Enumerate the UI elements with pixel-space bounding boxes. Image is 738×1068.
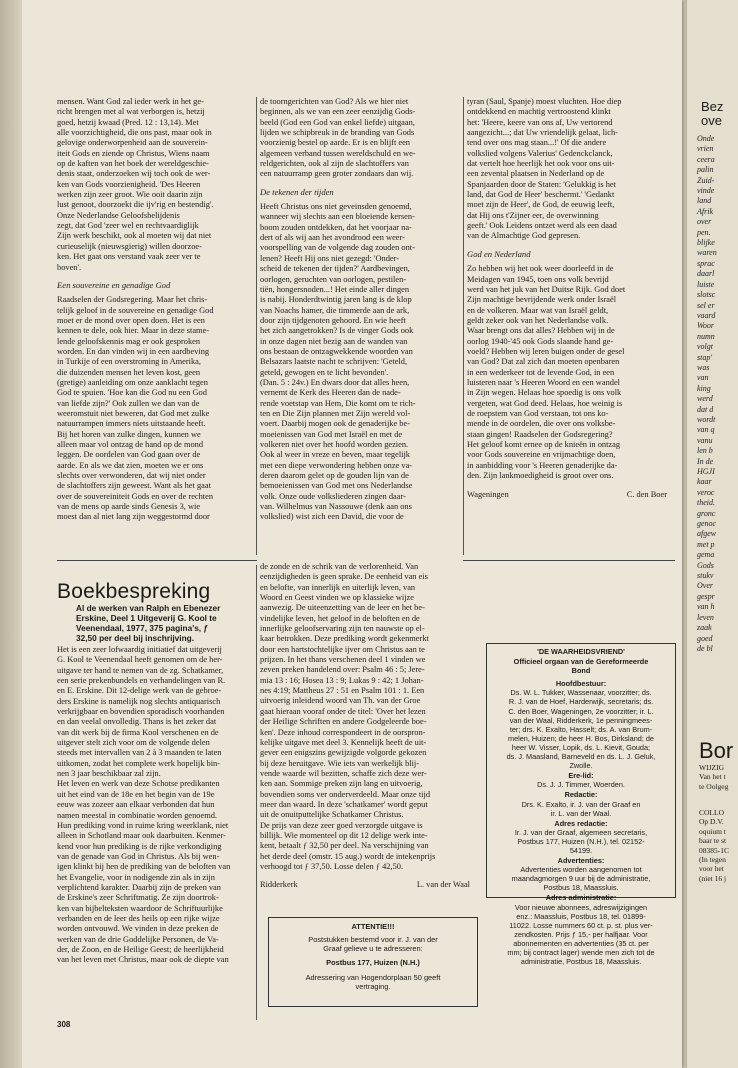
article-column-3 <box>467 97 667 557</box>
masthead-text: Voor nieuwe abonnees, adreswijzigingen enz.: Maassluis, Postbus 18, tel. 01899- 11022. Losse nummers 60 ct. p. st. plus ver- zendkosten. Prijs ƒ 15,- per halfjaar. Voor abonnementen en advertenties (35 ct. per mm; bij contract lager) wende men zich tot de administratie, Postbus 18, Maassluis. <box>507 902 655 967</box>
attention-box <box>268 917 478 1007</box>
section-subheading: Een souvereine en genadige God <box>57 279 171 290</box>
signature-author: C. den Boer <box>626 490 667 500</box>
article-paragraph: Heeft Christus ons niet geveinsden genoemd, wanneer wij slechts aan een bloeiende kersen- boom zouden ontdekken, dat het voorjaar na- dert of als wij aan het avondrood een weer- voorspelling van de volgende dag zouden ont- lenen? Heeft Hij ons niet gezegd: 'Onder- scheid de tekenen der tijden?' Aardbevingen, oorlogen, geruchten van oorlogen, pestilen- tiën, hongersnoden...! Het einde aller dingen is nabij. Honderdtwintig jaren lang is de klop van Noachs hamer, die timmerde aan de ark, door zijn tijdgenoten gehoord. En wie heeft het zich aangetrokken? Is de vinger Gods ook in onze dagen niet bezig aan de wanden van ons bestaan de ontzagwekkende woorden van Belsazars laatste nacht te schrijven: 'Geteld, geteld, gewogen en te licht bevonden'. (Dan. 5 : 24v.) En dwars door dat alles heen, vernemt de Kerk des Heeren dan de nade- rende voetstap van Hem, Die komt om te rich- ten en Die Zijn plannen met Zijn wereld vol- voert. Daarbij mogen ook de genaderijke be- moeienissen van God met Israël en met de volkeren niet over het hoofd worden gezien. Ook al weer in vreze en beven, maar tegelijk met een diepe verwondering hebben onze va- deren daarom gelet op de gouden lijn van de bemoeienissen van God met ons Nederlandse volk. Onze oude volksliederen zingen daar- van. Wilhelmus van Nassouwe (denk aan ons volkslied) wist zich een David, die voor de <box>260 202 416 522</box>
article-column-2 <box>260 97 460 555</box>
masthead-text: Advertenties worden aangenomen tot maandagmorgen 9 uur bij de administratie, Postbus 18, Maassluis. <box>511 865 651 893</box>
review-column-2 <box>260 562 470 902</box>
attention-title: ATTENTIE!!! <box>351 922 395 931</box>
adjacent-page-text: Onde vrien ceera palin Zuid- vinde land Afrik over pen. blijke waren sprac daarl luiste slotsc sel er vaard Woor numn volgt stap' was van king werd dat d wordt van q vanu len b In de HGJI kaar veroc theid. gronc genoc afgew met p gema Gods stukv Over gespr van h leven zaak goed de bl <box>697 134 717 653</box>
review-signature <box>260 880 470 890</box>
adjacent-page <box>686 0 738 1068</box>
signature-place: Ridderkerk <box>260 880 298 890</box>
section-subheading: De tekenen der tijden <box>260 186 334 197</box>
page-number: 308 <box>57 1020 71 1029</box>
masthead-heading: Adres administratie: <box>545 893 617 903</box>
masthead-heading: Advertenties: <box>557 856 605 866</box>
section-divider <box>463 560 675 561</box>
section-divider <box>57 560 257 561</box>
binding-spine <box>0 0 22 1068</box>
article-column-1 <box>57 97 253 555</box>
signature-place: Wageningen <box>467 490 509 500</box>
review-column-1 <box>57 645 253 1013</box>
adjacent-page-heading: Bez ove <box>701 99 724 128</box>
article-paragraph: mensen. Want God zal ieder werk in het ge- richt brengen met al wat verborgen is, hetzij goed, hetzij kwaad (Pred. 12 : 13,14). Met alle voorzichtigheid, die ons past, maar ook in gelovige onderworpenheid aan de souverein- iteit Gods en ziende op Christus, Wiens naam op de kaften van het boek der wereldgeschie- denis staat, onderzoeken wij toch ook de wer- ken van Gods voorzienigheid. 'Des Heeren werken zijn zeer groot. Wie ooit daarin zijn lust genoot, doorzoekt die ijv'rig en bestendig'. Onze Nederlandse Geloofsbelijdenis zegt, dat God 'zeer wel en rechtvaardiglijk Zijn werk beschikt, ook al moeten wij dat niet curieuselijk (nieuwsgierig) willen doorzoe- ken. Het gaat ons verstand vaak zeer ver te boven'. <box>57 97 214 272</box>
masthead-subtitle: Officieel orgaan van de Gereformeerde Bond <box>513 657 649 676</box>
masthead-heading: Redactie: <box>564 790 598 800</box>
review-title: Boekbespreking <box>57 580 211 603</box>
masthead-text: Ds. W. L. Tukker, Wassenaar, voorzitter; ds. R. J. van de Hoef, Harderwijk, secretaris; ds. C. den Boer, Wageningen, 2e voorzitter; ir. L. van der Waal, Ridderkerk, 1e penningmees- ter; drs. K. Exalto, Hasselt; ds. A. van Brum- melen, Huizen; de heer H. Bos, Dirksland; de heer W. Visser, Lopik, ds. L. Kievit, Gouda; ds. J. Maasland, Barneveld en ds. L. J. Geluk, Zwolle. <box>506 688 656 771</box>
article-signature <box>467 490 667 500</box>
adjacent-page-heading: Bor <box>699 738 734 763</box>
review-book-heading: Al de werken van Ralph en Ebenezer Erskine, Deel 1 Uitgeverij G. Kool te Veenendaal, 1977, 375 pagina's, ƒ 32,50 per deel bij inschrijving. <box>76 603 221 643</box>
adjacent-page-text: COLLO Op D.V. oquium t baar te st 08385-1C (In tegen voor het (niet 16 j <box>699 808 729 883</box>
masthead-text: Ir. J. van der Graaf, algemeen secretaris, Postbus 177, Huizen (N.H.), tel. 02152- 54199. <box>514 827 648 855</box>
article-paragraph: de toorngerichten van God? Als we hier niet beginnen, als we van een zeer eenzijdig Gods- beeld (God een God van enkel liefde) uitgaan, lijden we schipbreuk in de branding van Gods voorzienig bestel op aarde. Er is en blijft een algemeen verband tussen wereldschuld en we- reldgerichten, ook al zijn de slachtoffers van een natuurramp geen groter zondaars dan wij. <box>260 97 416 179</box>
masthead-heading: Hoofdbestuur: <box>555 679 607 689</box>
masthead-heading: Ere-lid: <box>568 771 594 781</box>
review-paragraph: Het is een zeer lofwaardig initiatief dat uitgeverij G. Kool te Veenendaal heeft genomen om de her- uitgave ter hand te nemen van de zg. Schatkamer, een serie prekenbundels en verhandelingen van R. en E. Erskine. Dit 12-delige werk van de gebroe- ders Erskine is namelijk nog slechts antiquarisch verkrijgbaar en bovendien sporadisch voorhanden en dan veelal onvolledig. Thans is het zeker dat van dit werk bij de firma Kool verschenen en de uitgever stelt zich voor om de volgende delen steeds met intervallen van 2 à 3 maanden te laten uitkomen, zodat het complete werk hopelijk bin- nen 3 jaar beschikbaar zal zijn. Het leven en werk van deze Schotse predikanten uit het eind van de 18e en het begin van de 19e eeuw was zozeer aan elkaar verbonden dat hun namen meestal in combinatie worden genoemd. Hun prediking vond in ruime kring weerklank, niet alleen in Schotland maar ook daarbuiten. Kenmer- kend voor hun prediking is de rijke verkondiging van de genade van God in Christus. Als bij wen- igen klinkt bij hen de prediking van de beloften van het Evangelie, voor in nodigende zin als in zijn verplichtend karakter. Daarbij zijn de preken van de Erskine's zeer Schriftmatig. Ze zijn doortrok- ken van bijbelteksten waardoor de Schriftuurlijke verbanden en de leer des heils op een rijke wijze worden ontvouwd. We vinden in deze preken de werken van de drie Goddelijke Personen, de Va- der, de Zoon, en de Heilige Geest; de heerlijkheid van het leven met Christus, maar ook de diepte van <box>57 645 231 965</box>
masthead-heading: Adres redactie: <box>554 818 608 828</box>
column-divider <box>463 97 464 555</box>
article-paragraph: tyran (Saul, Spanje) moest vluchten. Hoe diep ontdekkend en machtig vertroostend klinkt het: 'Heere, keere van ons af, Uw vertorend aangezicht...; dat Uw vriendelijk gelaat, lich- tend over ons mag staan...!' Of die andere volkslied volgens Valerius' Gedenckclanck, dat vertelt hoe heerlijk het ook voor ons uit- een zevental plaatsen in Nederland op de Spanjaarden door de Staten: 'Gelukkig is het land, dat God de Heer' beschermt.' 'Gedankt moet zijn de Heer', de God, de eeuwig leeft, dat Hij ons t'Zijner eer, de overwinning geeft.' Ook Leidens ontzet werd als een daad van de Almachtige God gepresen. <box>467 97 622 241</box>
attention-text: Poststukken bestemd voor ir. J. van der Graaf gelieve u te adresseren: <box>308 935 438 954</box>
article-paragraph: Zo hebben wij het ook weer doorleefd in de Meidagen van 1945, toen ons volk bevrijd werd van het juk van het Duitse Rijk. God doet Zijn machtige bevrijdende werk onder Israël en de volkeren. Maar wat van Israël geldt, geldt zeker ook van het Nederlandse volk. Waar brengt ons dat alles? Hebben wij in de oorlog 1940-'45 ook Gods slaande hand ge- voeld? Hebben wij leren buigen onder de gesel van God? Dat zal zich dan moeten openbaren in een wederkeer tot de levende God, in een luisteren naar 's Heeren Woord en een wandel in Zijn wegen. Helaas hoe spoedig is ons volk vergeten, wat God deed. Helaas, hoe weinig is de roepstem van God verstaan, tot ons ko- mende in de oordelen, die over ons volksbe- staan gingen! Raadselen der Godsregering? Het geloof komt ernee op de knieën in ontzag voor Gods souvereine en vrijmachtige doen, in aanbidding voor 's Heeren genaderijke da- den. Zijn lankmoedigheid is groot over ons. <box>467 264 626 481</box>
masthead-title: 'DE WAARHEIDSVRIEND' <box>537 647 625 656</box>
attention-text: Adressering van Hogendorplaan 50 geeft vertraging. <box>305 973 441 992</box>
column-divider <box>256 97 257 555</box>
masthead-text: Drs. K. Exalto, ir. J. van der Graaf en ir. L. van der Waal. <box>521 799 641 818</box>
column-divider <box>256 565 257 1020</box>
article-paragraph: Raadselen der Godsregering. Maar het chris- telijk geloof in de souvereine en genadige God moet er de mond over open doen. Het is een kennen te dele, ook hier. Maar in deze stame- lende geloofskennis mag er ook gesproken worden. En dan vinden wij in een aardbeving in Turkije of een overstroming in Amerika, die duizenden mensen het leven kost, geen (gretige) aanleiding om onze aanklacht tegen God te spuien. 'Hoe kan die God nu een God van liefde zijn?' Ook zullen we dan van de weeromstuit niet beweren, dat God met zulke natuurrampen immers niets uitstaande heeft. Bij het horen van zulke dingen, kunnen we alleen maar vol ontzag de hand op de mond leggen. De oordelen van God gaan over de aarde. En als we dat zien, moeten we er ons slechts over verwonderen, dat wij niet onder de slachtoffers zijn geweest. Want als het gaat over de souvereiniteit Gods en over de rechten van de mens op aarde sinds Genesis 3, wie moest dan al niet lang zijn weggestormd door <box>57 295 214 522</box>
attention-address: Postbus 177, Huizen (N.H.) <box>326 958 420 968</box>
adjacent-page-text: WIJZIG Van het t te Oolgeg <box>699 763 729 791</box>
section-subheading: God en Nederland <box>467 248 531 259</box>
signature-author: L. van der Waal <box>416 880 470 890</box>
masthead-box <box>486 643 676 967</box>
review-paragraph: de zonde en de schrik van de verlorenheid. Van eenzijdigheden is geen sprake. De eenheid van eis en belofte, van innerlijk en uiterlijk leven, van Woord en Geest vinden we op klassieke wijze aanwezig. De uiteenzetting van de leer en het be- vindelijke leven, het geloof in de beloften en de innerlijke geloofservaring zijn ten nauwste op el- kaar betrokken. Deze prediking wordt gekenmerkt door een hartstochtelijke ijver om Christus aan te prijzen. In het thans verschenen deel 1 vinden we zeven preken handelend over: Psalm 46 : 5; Jere- mia 13 : 16; Hosea 13 : 9; Lukas 9 : 42; 1 Johan- nes 4:19; Mattheus 27 : 51 en Psalm 101 : 1. Een uitvoerig inleidend woord van Th. van der Groe gaat hieraan vooraf onder de titel: 'Over het lezen der Heilige Schriften en andere Godgeleerde boe- ken'. Deze inhoud correspondeert in de oorspron- kelijke uitgave met deel 3. Kennelijk heeft de uit- gever een enigszins gewijzigde volgorde gekozen bij deze heruitgave. Wie iets van werkelijk blij- vende waarde wil bezitten, schaffe zich deze wer- ken aan. Sommige preken zijn lang en uitvoerig, bovendien soms ver onderverdeeld. Maar onze tijd meer dan waard. In deze 'schatkamer' wordt geput uit de onuitputtelijke Schatkamer Christus. De prijs van deze zeer goed verzorgde uitgave is billijk. Wie momenteel op dit 12 delige werk inte- kent, betaalt ƒ 32,50 per deel. Na verschijning van het derde deel (omstr. 15 aug.) wordt de intekenprijs verhoogd tot ƒ 37,50. Losse delen ƒ 42,50. <box>260 562 436 871</box>
masthead-text: Ds. J. J. Timmer, Woerden. <box>537 780 625 790</box>
